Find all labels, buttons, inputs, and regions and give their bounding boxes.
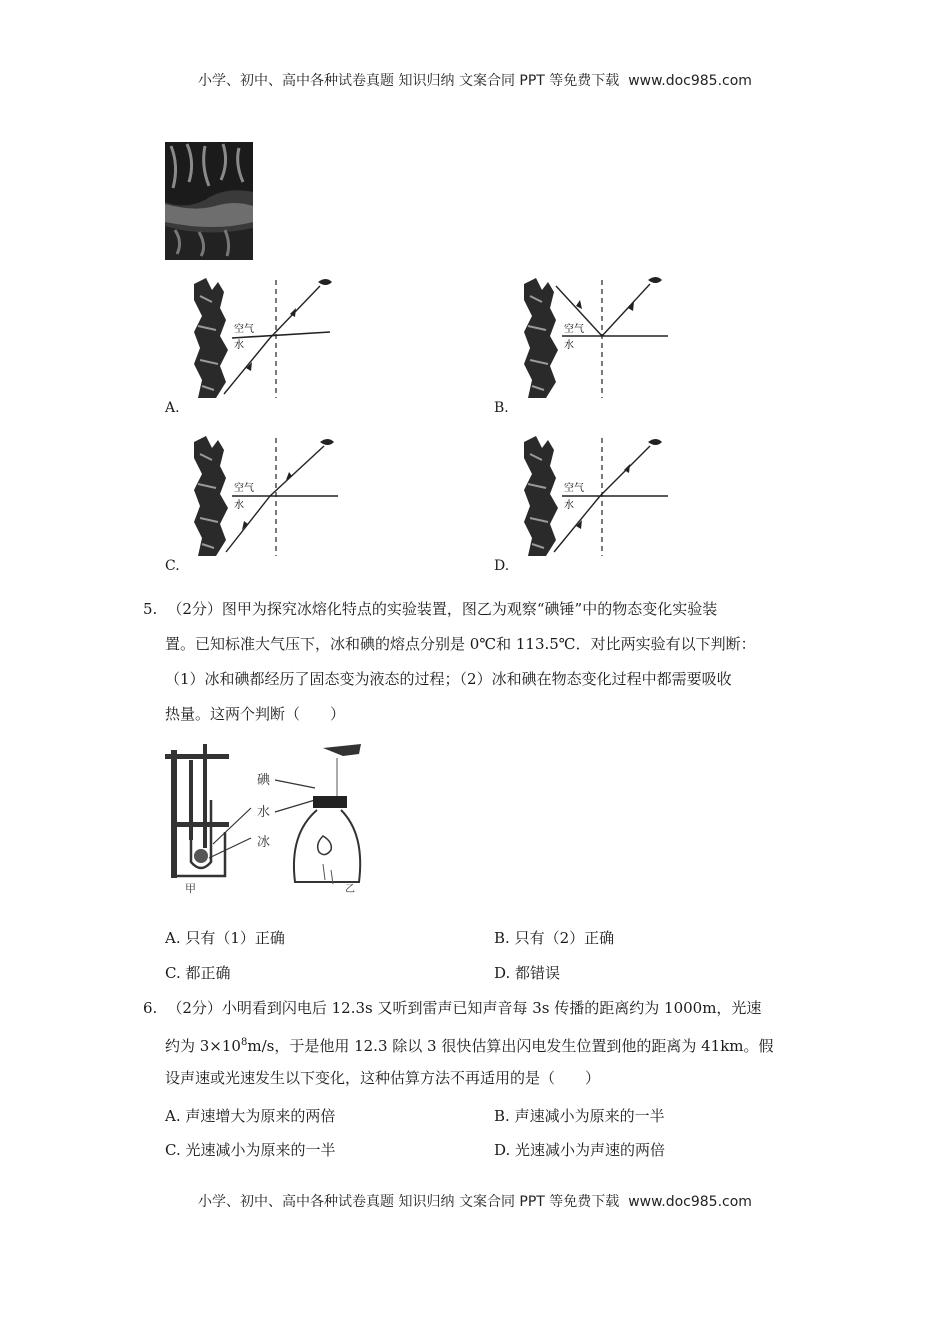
page-header [0, 70, 950, 90]
q5-option-a-text: 只有（1）正确 [185, 929, 285, 947]
water-label: 水 [564, 500, 574, 511]
q6-option-b-letter: B. [494, 1107, 510, 1125]
footer-text: 小学、初中、高中各种试卷真题 知识归纳 文案合同 PPT 等免费下载 [198, 1194, 620, 1210]
option-d-label: D. [494, 558, 510, 574]
q6-option-a [165, 1106, 335, 1126]
diagram-b [520, 276, 670, 401]
q5-option-b [494, 928, 614, 948]
q6-exponent: 8 [240, 1037, 248, 1048]
q5-line-1 [143, 599, 717, 619]
q5-option-c [165, 963, 231, 983]
q5-text-3: （1）冰和碘都经历了固态变为液态的过程；（2）冰和碘在物态变化过程中都需要吸收 [165, 670, 732, 688]
q6-option-d [494, 1140, 665, 1160]
label-water: 水 [257, 805, 271, 820]
q6-score: （2分） [167, 999, 222, 1017]
q5-text-2: 置。已知标准大气压下，冰和碘的熔点分别是 0℃和 113.5℃．对比两实验有以下判断： [165, 635, 756, 653]
q5-option-b-text: 只有（2）正确 [514, 929, 615, 947]
label-yi: 乙 [345, 884, 355, 895]
label-ice: 冰 [257, 835, 271, 850]
option-b-label: B. [494, 400, 509, 416]
q6-option-d-letter: D. [494, 1141, 511, 1159]
air-label: 空气 [234, 483, 254, 494]
q5-number: 5. [143, 600, 158, 618]
q6-option-b [494, 1106, 665, 1126]
header-site: www.doc985.com [628, 73, 752, 89]
q6-text-2a: 约为 3×10 [165, 1037, 241, 1055]
q6-option-c-text: 光速减小为原来的一半 [185, 1141, 336, 1159]
water-label: 水 [234, 500, 244, 511]
q6-option-a-text: 声速增大为原来的两倍 [185, 1107, 336, 1125]
label-iodine: 碘 [257, 773, 271, 788]
footer-site: www.doc985.com [628, 1194, 752, 1210]
q6-text-1: 小明看到闪电后 12.3s 又听到雷声已知声音每 3s 传播的距离约为 1000m，光速 [221, 999, 762, 1017]
label-jia: 甲 [185, 882, 196, 895]
q5-option-c-letter: C. [165, 964, 181, 982]
diagram-a [190, 276, 335, 401]
q6-number: 6. [143, 999, 158, 1017]
q6-option-c [165, 1140, 336, 1160]
water-label: 水 [234, 340, 244, 351]
q5-option-b-letter: B. [494, 929, 510, 947]
q5-option-a-letter: A. [165, 929, 181, 947]
q5-score: （2分） [167, 600, 222, 618]
q5-option-c-text: 都正确 [185, 964, 231, 982]
air-label: 空气 [564, 483, 584, 494]
q6-option-b-text: 声速减小为原来的一半 [514, 1107, 665, 1125]
option-a-label: A. [165, 400, 180, 416]
diagram-c [190, 434, 340, 559]
air-label: 空气 [234, 324, 254, 335]
option-c-label: C. [165, 558, 180, 574]
q5-option-a [165, 928, 285, 948]
q6-option-c-letter: C. [165, 1141, 181, 1159]
q5-apparatus-figure [165, 740, 375, 900]
q5-option-d [494, 963, 560, 983]
q6-line-2 [165, 1033, 774, 1056]
header-text: 小学、初中、高中各种试卷真题 知识归纳 文案合同 PPT 等免费下载 [198, 73, 620, 89]
q6-line-1 [143, 998, 761, 1018]
q5-option-d-text: 都错误 [515, 964, 561, 982]
q5-text-4: 热量。这两个判断（ ） [165, 705, 346, 723]
air-label: 空气 [564, 324, 584, 335]
q5-option-d-letter: D. [494, 964, 511, 982]
page-footer [0, 1191, 950, 1211]
water-label: 水 [564, 340, 574, 351]
q5-text-1: 图甲为探究冰熔化特点的实验装置，图乙为观察“碘锤”中的物态变化实验装 [221, 600, 718, 618]
diagram-d [520, 434, 670, 559]
q6-text-3: 设声速或光速发生以下变化，这种估算方法不再适用的是（ ） [165, 1069, 601, 1087]
reflection-photo [165, 142, 253, 260]
q6-option-a-letter: A. [165, 1107, 181, 1125]
q6-text-2b: m/s，于是他用 12.3 除以 3 很快估算出闪电发生位置到他的距离为 41km。假 [247, 1037, 774, 1055]
q6-option-d-text: 光速减小为声速的两倍 [515, 1141, 666, 1159]
